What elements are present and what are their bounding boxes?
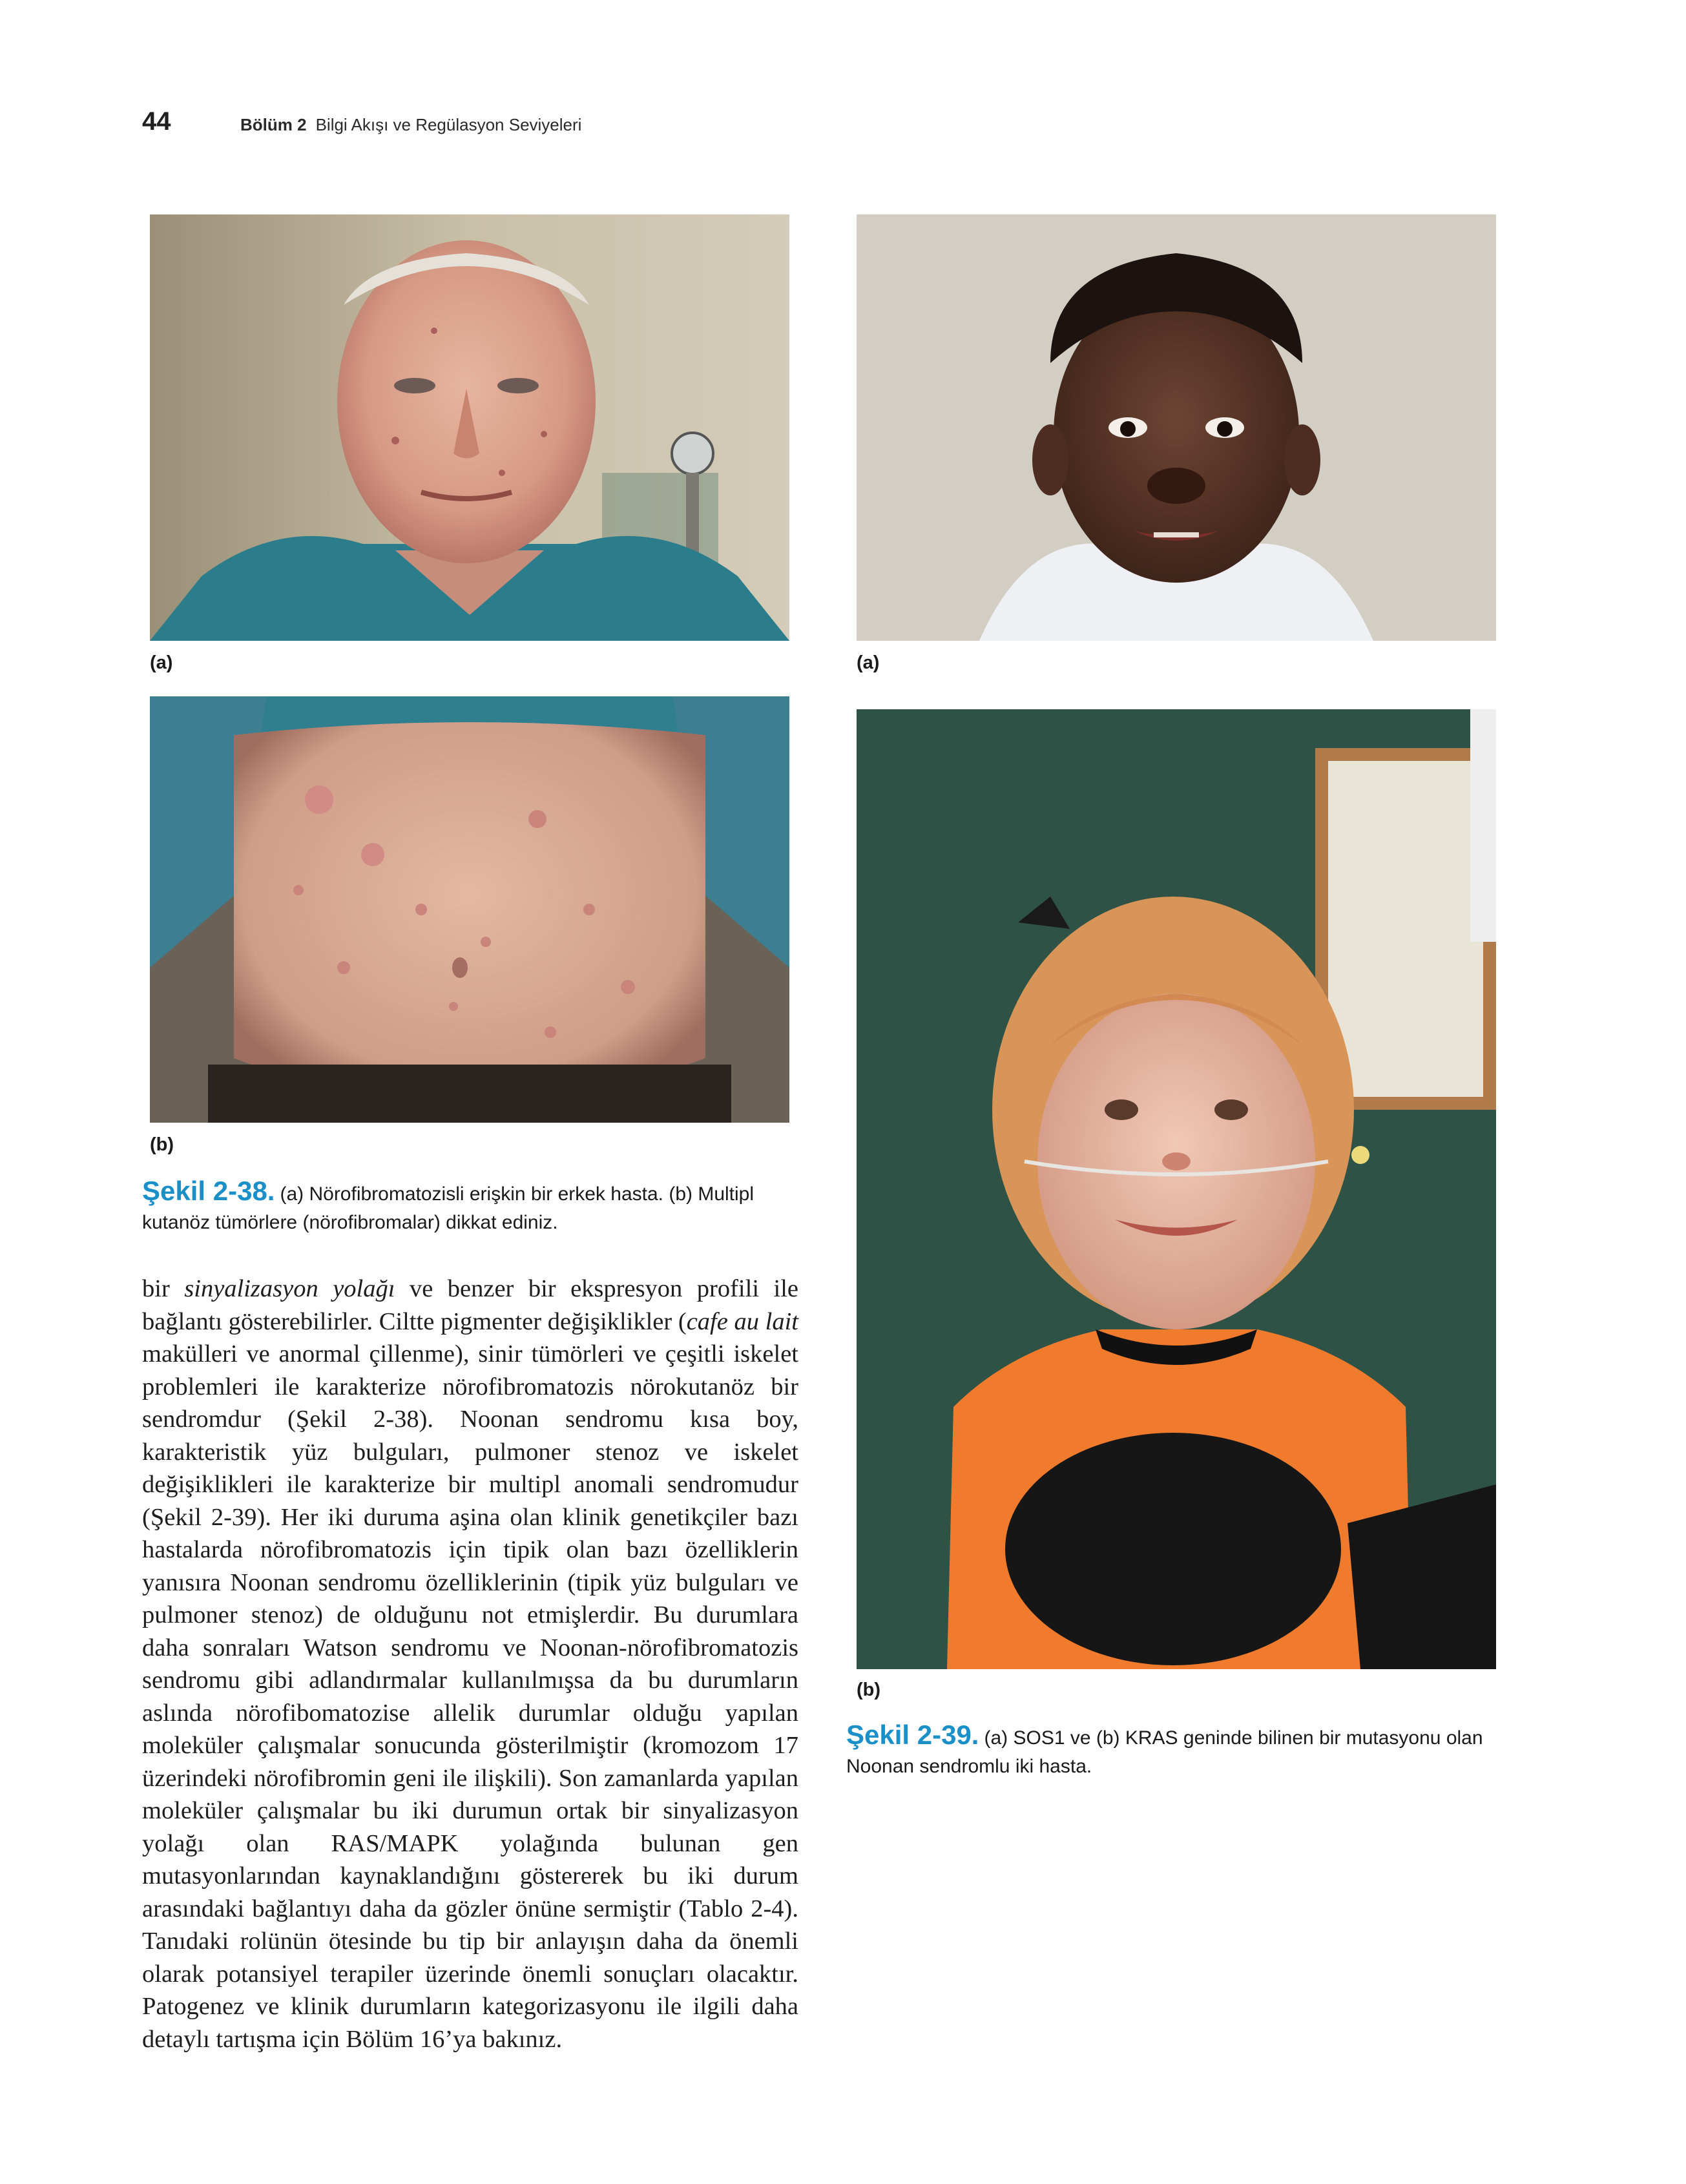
page-number: 44 xyxy=(142,107,171,136)
figure-2-38-caption-text: (a) Nörofibromatozisli erişkin bir erkek hasta. (b) Multipl kutanöz tümörlere (nörofibromalar) dikkat ediniz. xyxy=(142,1183,755,1233)
body-paragraph xyxy=(142,1273,798,2055)
figure-2-39-caption-label: Şekil 2-39. xyxy=(846,1720,979,1750)
figure-2-39-caption-text: (a) SOS1 ve (b) KRAS geninde bilinen bir mutasyonu olan Noonan sendromlu iki hasta. xyxy=(846,1727,1483,1777)
body-italic-term-1: sinyalizasyon yolağı xyxy=(184,1275,395,1302)
figure-2-39a-photo xyxy=(857,214,1496,641)
figure-2-39b-photo xyxy=(857,709,1496,1669)
figure-2-38b-label: (b) xyxy=(150,1134,174,1155)
figure-2-39-caption xyxy=(846,1721,1492,1781)
figure-2-38-caption-label: Şekil 2-38. xyxy=(142,1176,275,1206)
chapter-label: Bölüm 2 xyxy=(240,115,307,134)
figure-2-38-caption xyxy=(142,1177,807,1237)
body-italic-term-2: cafe au lait xyxy=(686,1307,798,1335)
figure-2-39a-label: (a) xyxy=(857,652,880,673)
body-text-rest: makülleri ve anormal çillenme), sinir tümörleri ve çeşitli iskelet problemleri ile karakterize nörofibromatozis nörokutanöz bir sendromdur (Şekil 2-38). Noonan sendromu kısa boy, karakteristik yüz bulguları, pulmoner stenoz ve iskelet değişiklikleri ile karakterize bir multipl anomali sendromudur (Şekil 2-39). Her iki duruma aşina olan klinik genetikçiler bazı hastalarda nörofibromatozis için tipik olan bazı özelliklerin yanısıra Noonan sendromu özelliklerinin (tipik yüz bulguları ve pulmoner stenoz) de olduğunu not etmişlerdir. Bu durumlara daha sonraları Watson sendromu ve Noonan-nörofibromatozis sendromu gibi adlandırmalar kullanılmışsa da bu durumların aslında nörofibomatozise allelik durumlar olduğu yapılan moleküler çalışmalar sonucunda gösterilmiştir (kromozom 17 üzerindeki nörofibromin geni ile ilişkili). Son zamanlarda yapılan moleküler çalışmalar bu iki durumun ortak bir sinyalizasyon yolağı olan RAS/MAPK yolağında bulunan gen mutasyonlarından kaynaklandığını göstererek bu iki durum arasındaki bağlantıyı daha da gözler önüne sermiştir (Tablo 2-4). Tanıdaki rolünün ötesinde bu tip bir anlayışın daha da önemli olarak potansiyel terapiler üzerinde önemli sonuçları olacaktır. Patogenez ve klinik durumların kategorizasyonu ile ilgili daha detaylı tartışma için Bölüm 16’ya bakınız. xyxy=(142,1340,798,2053)
figure-2-39b-label: (b) xyxy=(857,1680,881,1700)
figure-2-38a-photo xyxy=(150,214,789,641)
figure-2-38b-photo xyxy=(150,696,789,1123)
figure-2-38a-label: (a) xyxy=(150,652,173,673)
body-text-start: bir xyxy=(142,1275,185,1302)
running-header xyxy=(240,115,581,135)
body-text-middle: ve benzer bir ekspresyon profili ile bağlantı gösterebilirler. Ciltte pigmenter değişiklikler ( xyxy=(142,1275,798,1335)
chapter-title: Bilgi Akışı ve Regülasyon Seviyeleri xyxy=(315,115,582,134)
